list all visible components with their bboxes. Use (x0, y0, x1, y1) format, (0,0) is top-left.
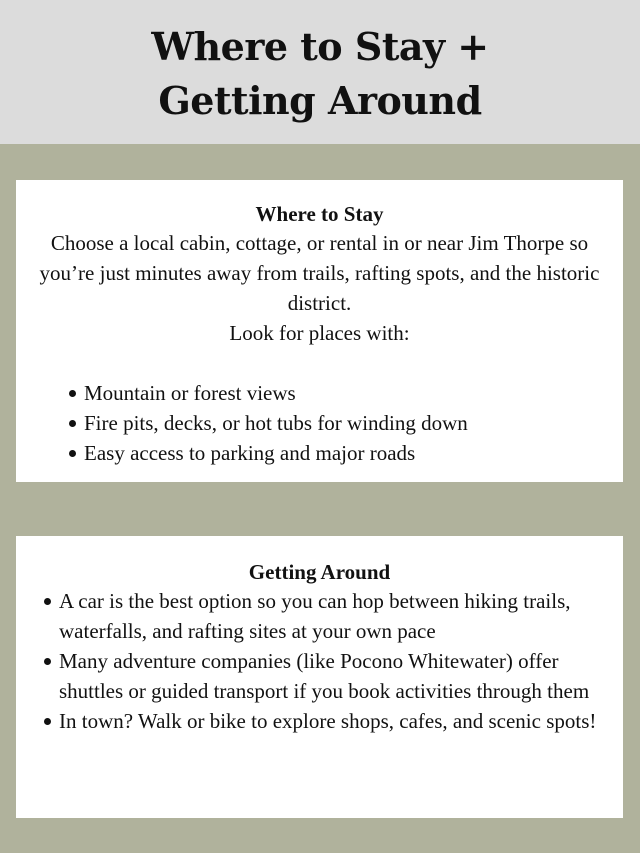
page-title-line-1: Where to Stay + (151, 24, 489, 69)
where-to-stay-card (16, 180, 623, 482)
page-title-line-2: Getting Around (158, 78, 482, 123)
where-to-stay-list (34, 378, 605, 468)
where-to-stay-intro: Choose a local cabin, cottage, or rental in or near Jim Thorpe so you’re just minutes away from trails, rafting spots, and the historic district. (39, 231, 600, 315)
list-item: A car is the best option so you can hop between hiking trails, waterfalls, and rafting sites at your own pace (59, 586, 605, 646)
list-item: Mountain or forest views (84, 378, 605, 408)
list-item: Many adventure companies (like Pocono Whitewater) offer shuttles or guided transport if you book activities through them (59, 646, 605, 706)
getting-around-list (34, 586, 605, 736)
list-item: Easy access to parking and major roads (84, 438, 605, 468)
spacer (34, 348, 605, 378)
where-to-stay-lead: Look for places with: (229, 321, 410, 345)
page-header (0, 0, 640, 144)
where-to-stay-heading: Where to Stay (255, 202, 384, 226)
getting-around-card (16, 536, 623, 818)
list-item: Fire pits, decks, or hot tubs for winding down (84, 408, 605, 438)
list-item: In town? Walk or bike to explore shops, cafes, and scenic spots! (59, 706, 605, 736)
getting-around-heading: Getting Around (248, 560, 391, 584)
